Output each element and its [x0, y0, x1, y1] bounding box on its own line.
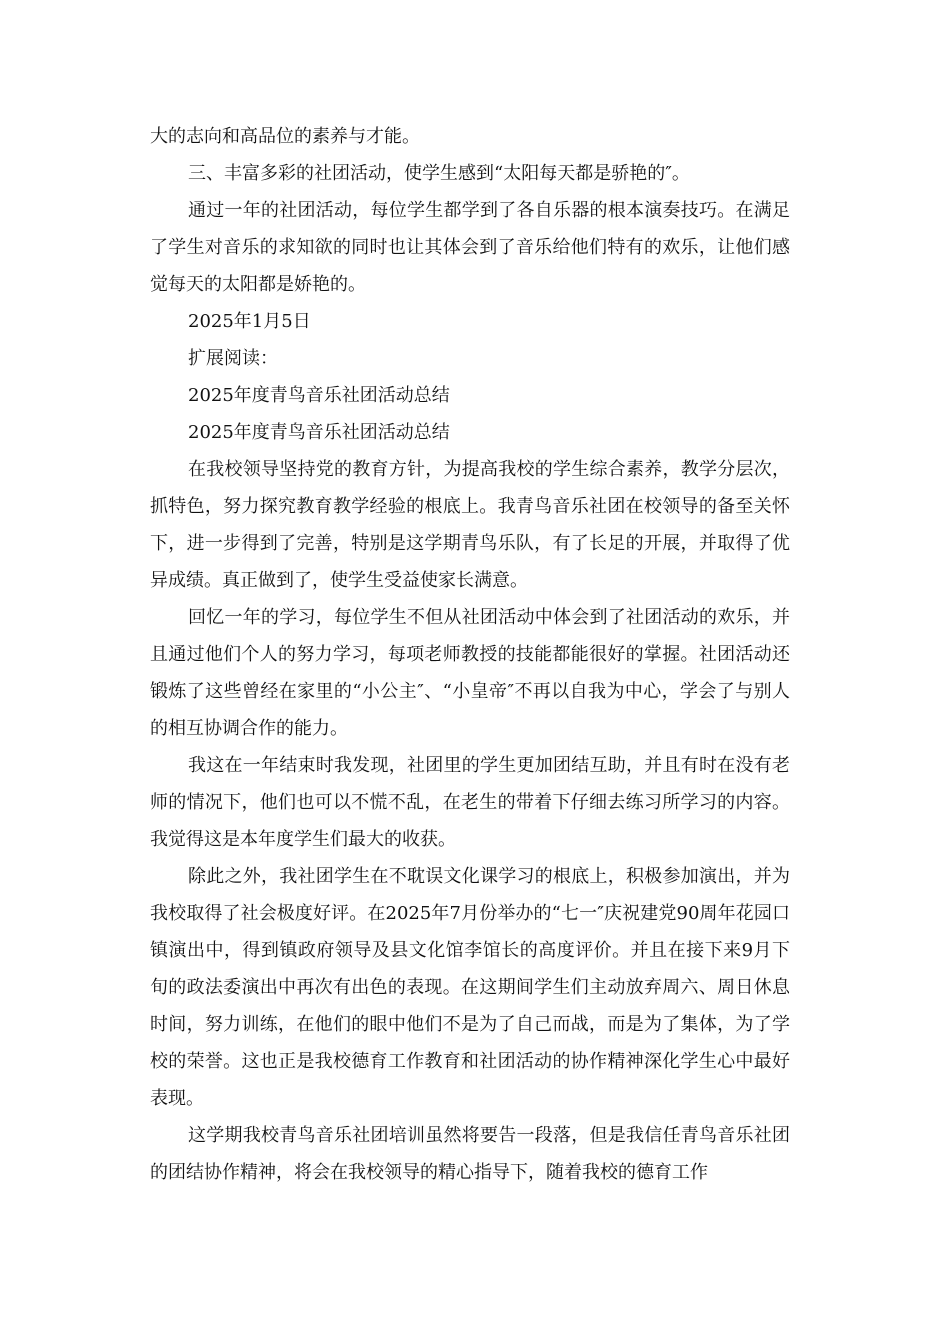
- paragraph: 我这在一年结束时我发现，社团里的学生更加团结互助，并且有时在没有老师的情况下，他们也可以不慌不乱，在老生的带着下仔细去练习所学习的内容。我觉得这是本年度学生们最大的收获。: [150, 755, 790, 850]
- paragraph: 大的志向和高品位的素养与才能。: [150, 126, 420, 147]
- article-title: 2025年度青鸟音乐社团活动总结: [188, 422, 450, 443]
- paragraph: 除此之外，我社团学生在不耽误文化课学习的根底上，积极参加演出，并为我校取得了社会极度好评。在2025年7月份举办的“七一″庆祝建党90周年花园口镇演出中，得到镇政府领导及县文化馆李馆长的高度评价。并且在接下来9月下旬的政法委演出中再次有出色的表现。在这期间学生们主动放弃周六、周日休息时间，努力训练，在他们的眼中他们不是为了自己而战，而是为了集体，为了学校的荣誉。这也正是我校德育工作教育和社团活动的协作精神深化学生心中最好表现。: [150, 866, 790, 1109]
- document-body: [150, 118, 790, 1191]
- paragraph: 这学期我校青鸟音乐社团培训虽然将要告一段落，但是我信任青鸟音乐社团的团结协作精神，将会在我校领导的精心指导下，随着我校的德育工作: [150, 1125, 790, 1183]
- section-heading: 三、丰富多彩的社团活动，使学生感到“太阳每天都是骄艳的″。: [188, 163, 690, 184]
- extended-reading-label: 扩展阅读：: [188, 348, 278, 369]
- date-line: 2025年1月5日: [188, 311, 311, 332]
- article-title: 2025年度青鸟音乐社团活动总结: [188, 385, 450, 406]
- paragraph: 在我校领导坚持党的教育方针，为提高我校的学生综合素养，教学分层次，抓特色，努力探究教育教学经验的根底上。我青鸟音乐社团在校领导的备至关怀下，进一步得到了完善，特别是这学期青鸟乐队，有了长足的开展，并取得了优异成绩。真正做到了，使学生受益使家长满意。: [150, 459, 790, 591]
- paragraph: 回忆一年的学习，每位学生不但从社团活动中体会到了社团活动的欢乐，并且通过他们个人的努力学习，每项老师教授的技能都能很好的掌握。社团活动还锻炼了这些曾经在家里的“小公主″、“小皇帝″不再以自我为中心，学会了与别人的相互协调合作的能力。: [150, 607, 790, 739]
- paragraph: 通过一年的社团活动，每位学生都学到了各自乐器的根本演奏技巧。在满足了学生对音乐的求知欲的同时也让其体会到了音乐给他们特有的欢乐，让他们感觉每天的太阳都是娇艳的。: [150, 200, 790, 295]
